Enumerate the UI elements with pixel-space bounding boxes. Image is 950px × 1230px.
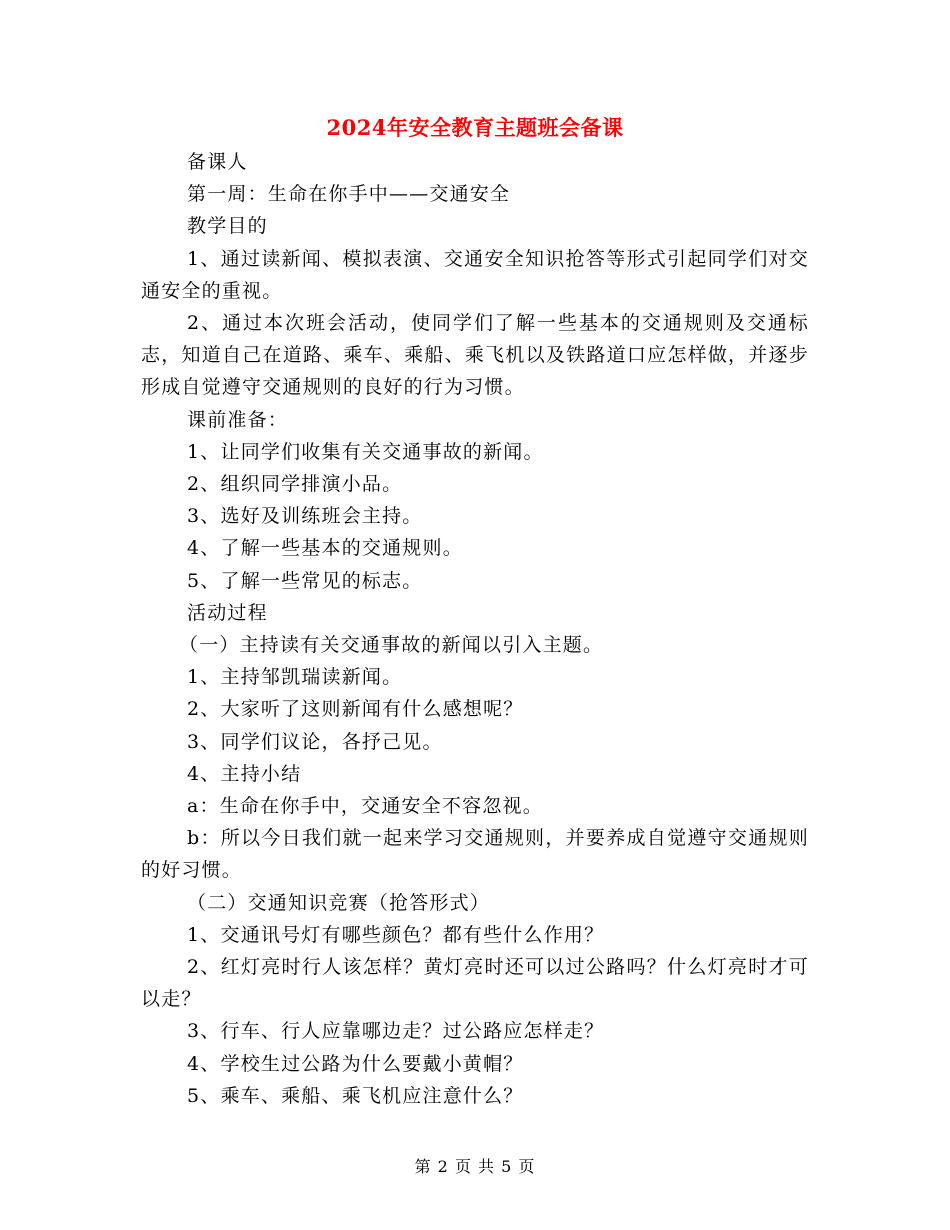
paragraph-step-2: 2、大家听了这则新闻有什么感想呢？: [187, 698, 524, 721]
paragraph-summary-a: a：生命在你手中，交通安全不容忽视。: [187, 795, 543, 818]
paragraph-preparer: 备课人: [187, 151, 248, 173]
paragraph-teaching-goal-heading: 教学目的: [187, 215, 268, 238]
paragraph-section-one: （一）主持读有关交通事故的新闻以引入主题。: [179, 634, 604, 657]
document-title: 2024年安全教育主题班会备课: [326, 115, 624, 140]
paragraph-preparation-heading: 课前准备：: [187, 408, 289, 431]
paragraph-goal-1: 1、通过读新闻、模拟表演、交通安全知识抢答等形式引起同学们对交通安全的重视。: [141, 247, 809, 302]
paragraph-activity-heading: 活动过程: [187, 601, 268, 624]
paragraph-summary-b: b：所以今日我们就一起来学习交通规则，并要养成自觉遵守交通规则的好习惯。: [141, 827, 809, 882]
paragraph-question-3: 3、行车、行人应靠哪边走？过公路应怎样走？: [187, 1020, 605, 1043]
paragraph-prep-2: 2、组织同学排演小品。: [187, 473, 403, 496]
paragraph-step-1: 1、主持邹凯瑞读新闻。: [187, 666, 403, 689]
paragraph-prep-3: 3、选好及训练班会主持。: [187, 505, 423, 528]
paragraph-prep-1: 1、让同学们收集有关交通事故的新闻。: [187, 440, 544, 463]
paragraph-goal-2: 2、通过本次班会活动，使同学们了解一些基本的交通规则及交通标志，知道自己在道路、乘车、乘船、乘飞机以及铁路道口应怎样做，并逐步形成自觉遵守交通规则的良好的行为习惯。: [141, 312, 809, 399]
paragraph-prep-5: 5、了解一些常见的标志。: [187, 569, 423, 592]
paragraph-week-one: 第一周：生命在你手中——交通安全: [187, 183, 511, 206]
document-body: [141, 146, 809, 1112]
paragraph-step-4: 4、主持小结: [187, 762, 302, 785]
paragraph-section-two: （二）交通知识竞赛（抢答形式）: [187, 891, 491, 914]
paragraph-step-3: 3、同学们议论，各抒己见。: [187, 730, 443, 753]
paragraph-question-2: 2、红灯亮时行人该怎样？黄灯亮时还可以过公路吗？什么灯亮时才可以走？: [141, 956, 809, 1011]
paragraph-question-1: 1、交通讯号灯有哪些颜色？都有些什么作用？: [187, 923, 605, 946]
paragraph-question-5: 5、乘车、乘船、乘飞机应注意什么？: [187, 1084, 524, 1107]
paragraph-question-4: 4、学校生过公路为什么要戴小黄帽？: [187, 1052, 524, 1075]
page-footer: 第 2 页 共 5 页: [414, 1157, 536, 1176]
paragraph-prep-4: 4、了解一些基本的交通规则。: [187, 537, 463, 560]
